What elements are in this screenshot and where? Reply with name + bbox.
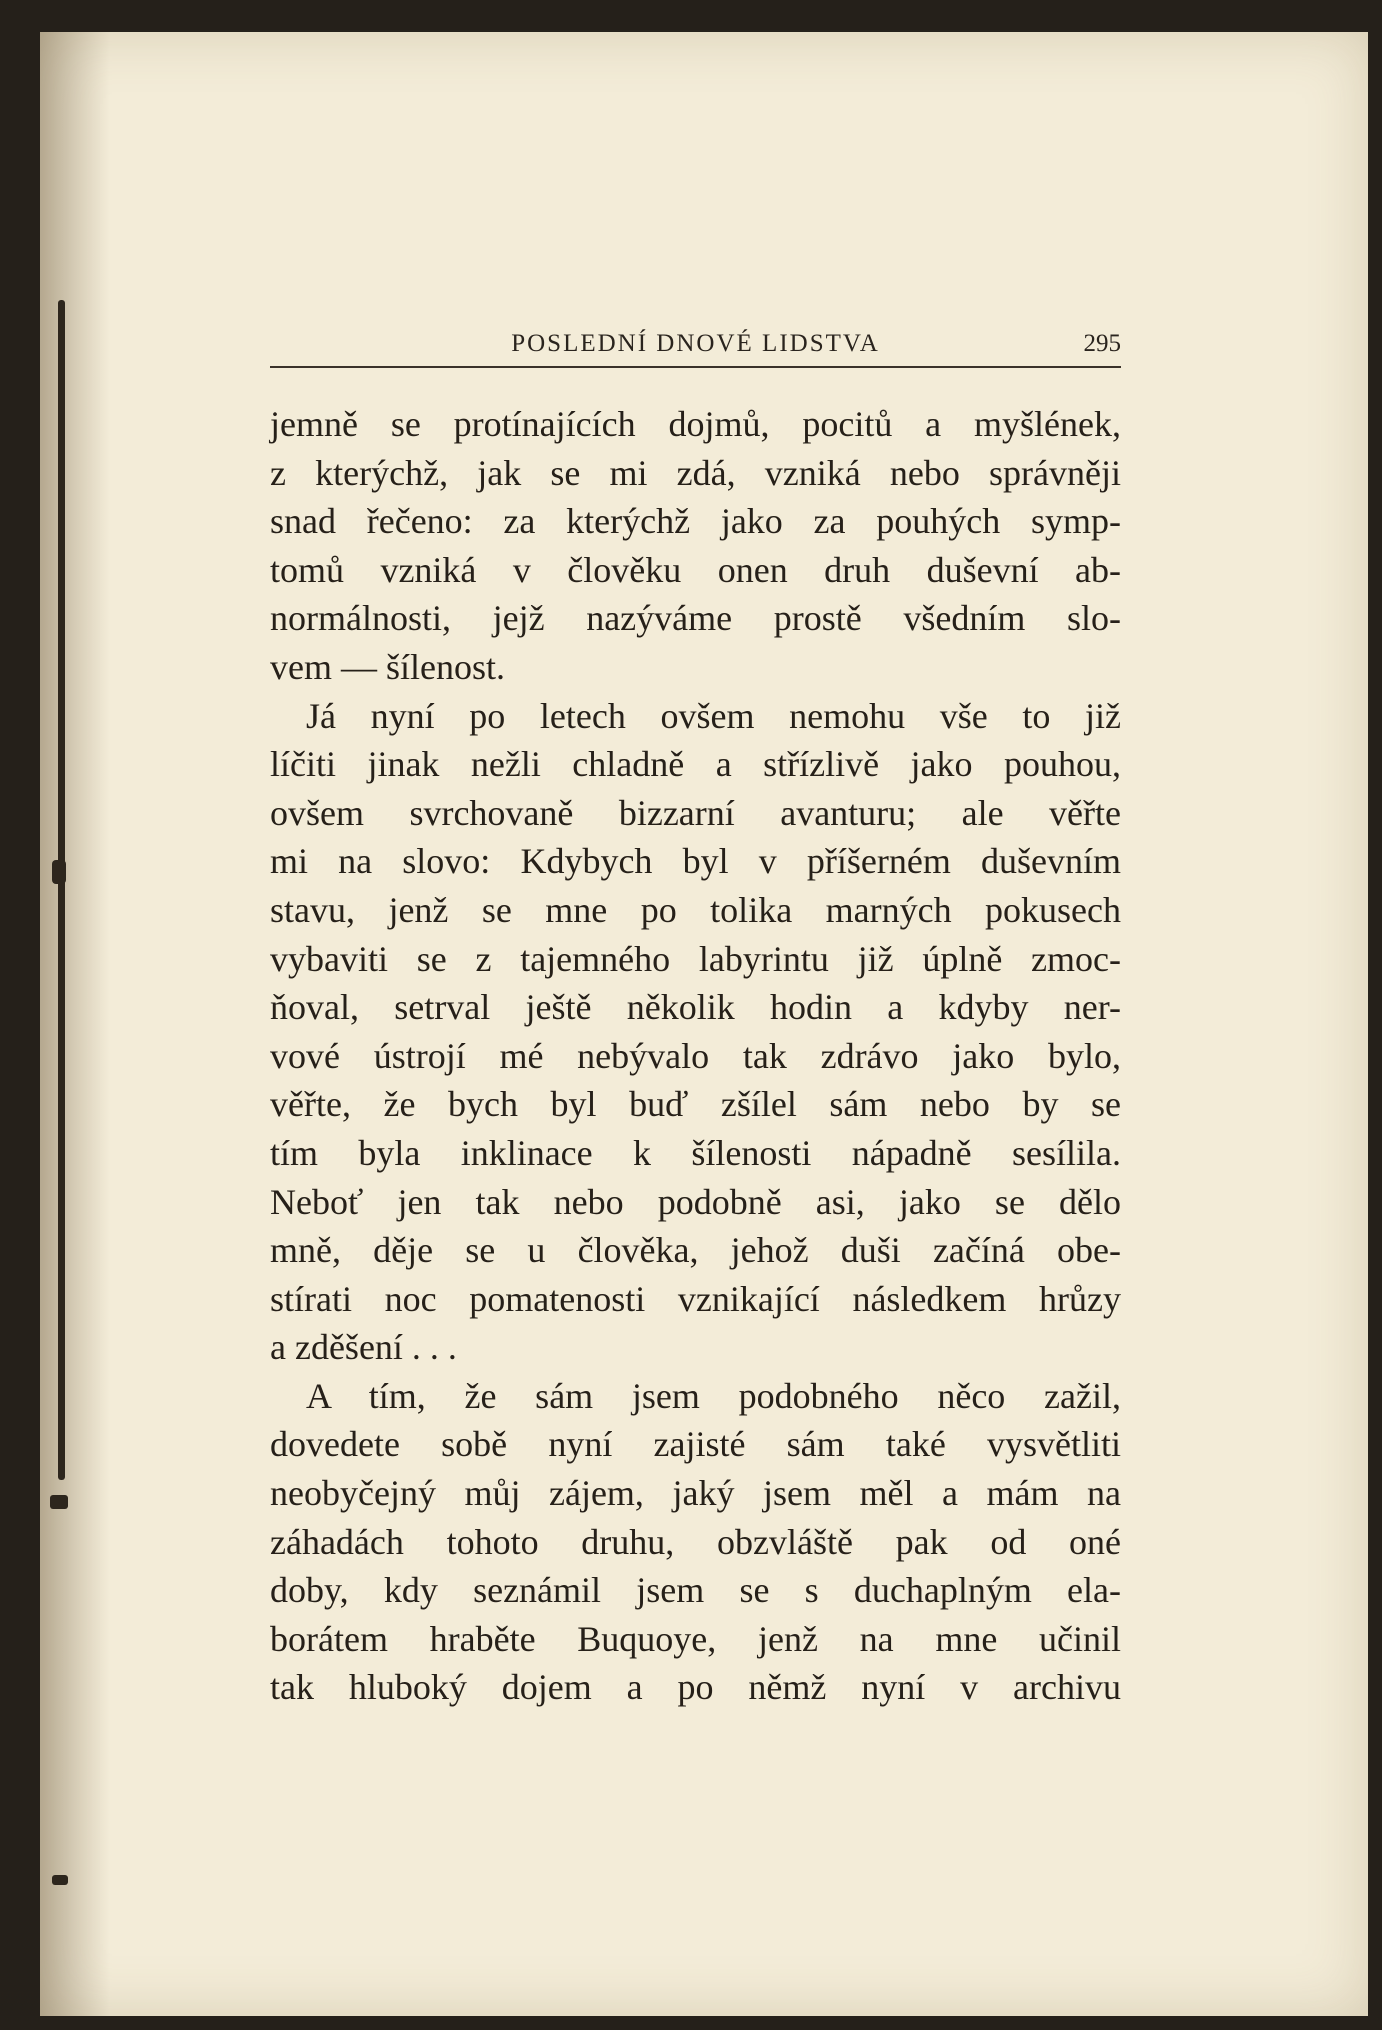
text-line: doby, kdy seznámil jsem se s duchaplným ela- xyxy=(270,1570,1121,1611)
text-line: neobyčejný můj zájem, jaký jsem měl a mám na xyxy=(270,1473,1121,1514)
text-line: líčiti jinak nežli chladně a střízlivě jako pouhou, xyxy=(270,744,1121,785)
text-line: ovšem svrchovaně bizzarní avanturu; ale věřte xyxy=(270,792,1121,833)
text-line: borátem hraběte Buquoye, jenž na mne učinil xyxy=(270,1618,1121,1659)
body-text xyxy=(270,400,1121,1712)
text-line: stírati noc pomatenosti vznikající následkem hrůzy xyxy=(270,1278,1121,1319)
text-line: normálnosti, jejž nazýváme prostě všedním slo- xyxy=(270,598,1121,639)
text-line: stavu, jenž se mne po tolika marných pokusech xyxy=(270,889,1121,930)
text-line: Neboť jen tak nebo podobně asi, jako se dělo xyxy=(270,1181,1121,1222)
text-line: vové ústrojí mé nebývalo tak zdrávo jako bylo, xyxy=(270,1035,1121,1076)
gutter-shadow xyxy=(40,32,110,2016)
page-number: 295 xyxy=(1083,330,1121,357)
text-line: tím byla inklinace k šílenosti nápadně sesílila. xyxy=(270,1132,1121,1173)
text-line: jemně se protínajících dojmů, pocitů a myšlének, xyxy=(270,404,1121,444)
text-line: z kterýchž, jak se mi zdá, vzniká nebo správněji xyxy=(270,452,1121,493)
text-line: snad řečeno: za kterýchž jako za pouhých symp- xyxy=(270,501,1121,542)
binding-mark xyxy=(52,1875,68,1885)
binding-mark xyxy=(52,860,66,884)
text-line: a zděšení . . . xyxy=(270,1327,457,1368)
text-line: vybaviti se z tajemného labyrintu již úplně zmoc- xyxy=(270,938,1121,979)
text-line: dovedete sobě nyní zajisté sám také vysvětliti xyxy=(270,1424,1121,1465)
text-line: záhadách tohoto druhu, obzvláště pak od oné xyxy=(270,1521,1121,1562)
text-line: ňoval, setrval ještě několik hodin a kdyby ner- xyxy=(270,987,1121,1028)
binding-mark xyxy=(50,1495,68,1509)
running-head-title: POSLEDNÍ DNOVÉ LIDSTVA xyxy=(511,330,880,357)
text-line: Já nyní po letech ovšem nemohu vše to již xyxy=(306,695,1121,736)
text-line: věřte, že bych byl buď zšílel sám nebo by se xyxy=(270,1084,1121,1125)
text-line: mně, děje se u člověka, jehož duši začíná obe- xyxy=(270,1230,1121,1271)
text-line: tomů vzniká v člověku onen druh duševní ab- xyxy=(270,549,1121,590)
text-line: tak hluboký dojem a po němž nyní v archivu xyxy=(270,1667,1121,1708)
text-line: A tím, že sám jsem podobného něco zažil, xyxy=(306,1375,1121,1416)
running-head xyxy=(270,326,1121,368)
binding-edge xyxy=(58,300,65,1480)
text-line: mi na slovo: Kdybych byl v příšerném duševním xyxy=(270,841,1121,882)
text-line: vem — šílenost. xyxy=(270,646,505,687)
